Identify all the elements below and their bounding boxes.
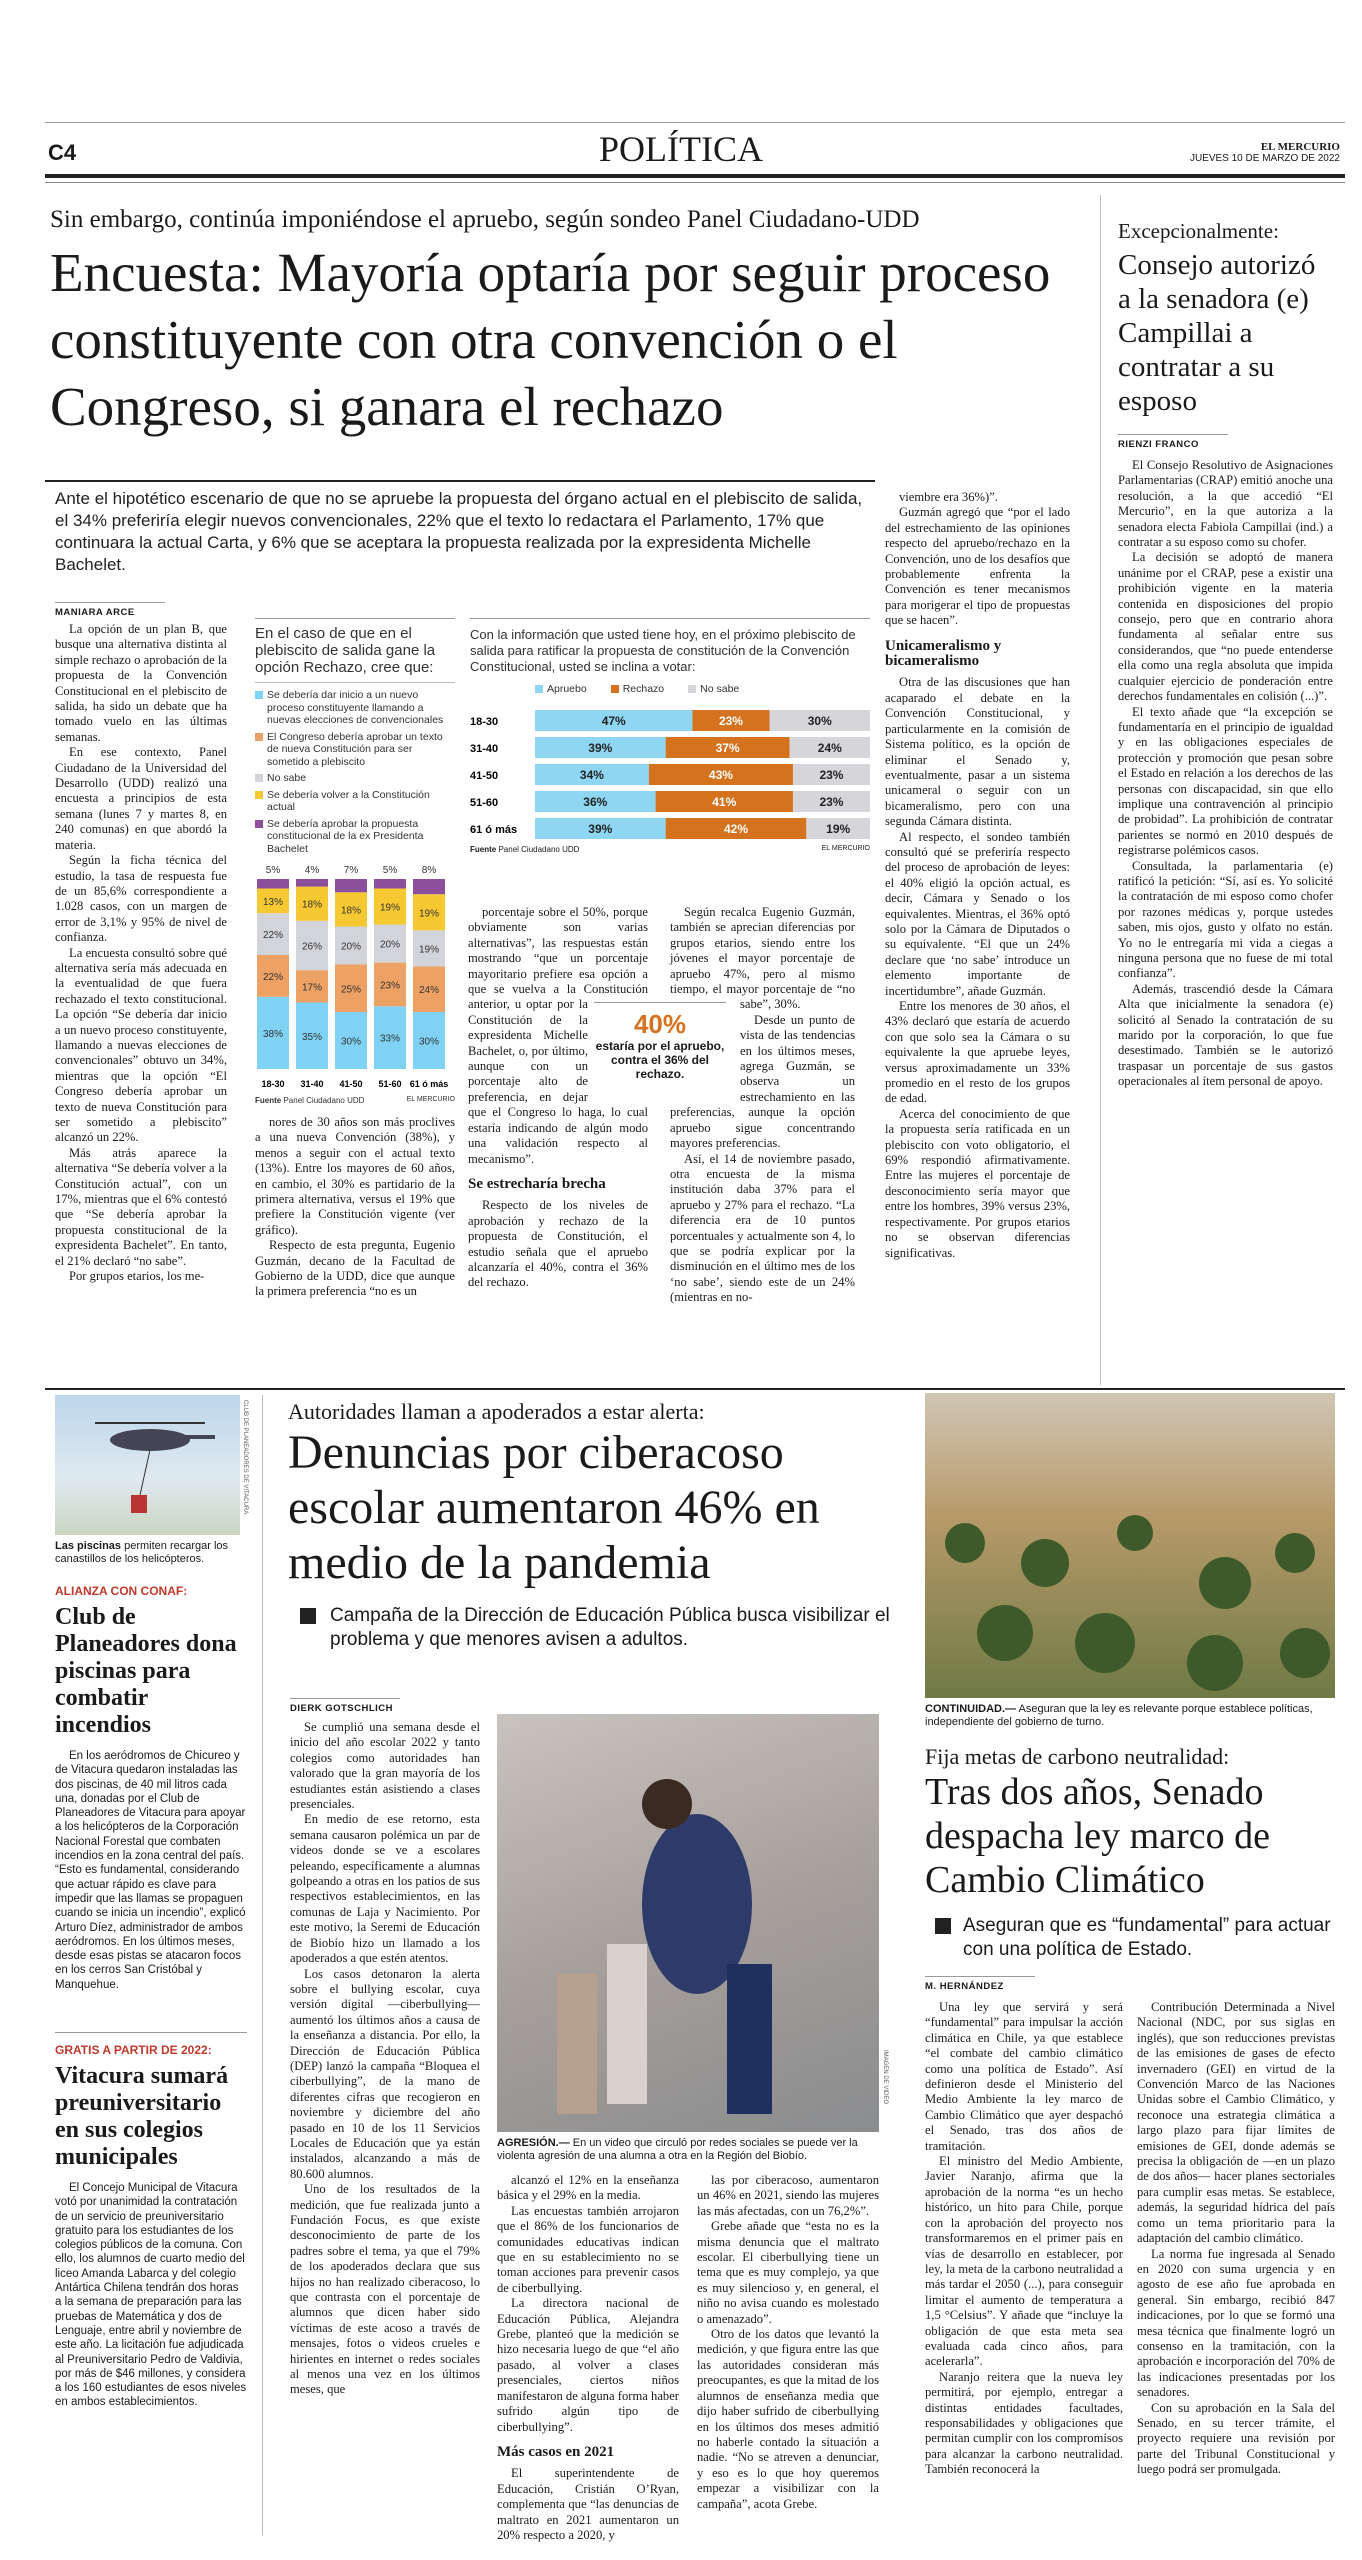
cyber-subhead-row <box>300 1604 903 1652</box>
cyber-caption <box>497 2137 882 2163</box>
cyber-subhead: Campaña de la Dirección de Educación Pública busca visibilizar el problema y que menores avisen a adultos. <box>330 1605 890 1650</box>
paragraph: Contribución Determinada a Nivel Nacional (NDC, por sus siglas en inglés), que son reducciones previstas de las emisiones de gases de efecto invernadero (GEI) en virtud de la Convención Marco de las Naciones Unidas sobre el Cambio Climático, y reconoce una estrategia climática a largo plazo para fijar límites de emisiones de GEI, donde además se precisa la obligación de —en un plazo de dos años— hacer planes sectoriales para cumplir esas metas. Se establece, además, la seguridad hídrica del país como un tema prioritario para la adaptación del cambio climático. <box>1137 2000 1335 2246</box>
category-label: 41-50 <box>339 1079 363 1089</box>
main-col-1 <box>55 622 227 1384</box>
pull-quote <box>594 1002 726 1081</box>
data-label: 13% <box>262 896 284 908</box>
paragraph: En ese contexto, Panel Ciudadano de la Universidad del Desarrollo (UDD) realizó una encuesta a principios de esta semana (lunes 7 y martes 8, en 240 comunas) en que abordó la materia. <box>55 745 227 852</box>
main-col-2 <box>255 1115 455 1300</box>
legend-label: Se debería aprobar la propuesta constitucional de la ex Presidenta Bachelet <box>267 817 424 855</box>
helicopter-icon <box>55 1395 240 1535</box>
legend-item <box>255 772 455 785</box>
col5b-paras <box>885 675 1070 1260</box>
paragraph: Según recalca Eugenio Guzmán, también se aprecian diferencias por grupos etarios, siendo entre los jóvenes el mayor porcentaje de apruebo 47%, pero al mismo tiempo, el mayor porcentaje de “no sabe”, 30%. <box>670 905 855 1012</box>
chart2-top-rule <box>470 618 870 619</box>
brief2-headline: Vitacura sumará preuniversitario en sus colegios municipales <box>55 2063 229 2170</box>
climate-kicker: Fija metas de carbono neutralidad: <box>925 1744 1230 1769</box>
cyber-headline: Denuncias por ciberacoso escolar aumentaron 46% en medio de la pandemia <box>288 1426 820 1589</box>
data-label: 17% <box>301 982 323 994</box>
data-label: 20% <box>379 939 401 951</box>
paragraph: La encuesta consultó sobre qué alternativa sería más adecuada en la eventualidad de que fuera rechazado el texto constitucional. La opción “Se debería dar inicio a un nuevo proceso constituyente, llamando a nuevas elecciones de convencionales” obtuvo un 34%, mientras que la opción “El Congreso debería aprobar un texto de nueva Constitución para ser sometido a plebiscito” alcanzó un 22%. <box>55 945 227 1145</box>
source-label: Fuente <box>255 1096 282 1105</box>
climate-col-2 <box>1137 2000 1335 2478</box>
legend-swatch <box>688 685 696 693</box>
section-title: POLÍTICA <box>599 129 763 169</box>
photo-credit: CLUB DE PLANEADORES DE VITACURA <box>242 1400 248 1515</box>
chart2-legend <box>535 683 870 700</box>
paragraph: En medio de ese retorno, esta semana causaron polémica un par de videos donde se ve a escolares peleando, específicamente a alumnas golpeando a otras en los patios de sus respectivos establecimientos, en las comunas de Laja y Nacimiento. Por este motivo, la Seremi de Educación de Biobío hizo un llamado a los apoderados a que estén atentos. <box>290 1812 480 1966</box>
paragraph: Los casos detonaron la alerta sobre el bullying escolar, cuya versión digital —ciberbullying— aumentó los últimos años a causa de la enseñanza a distancia. Por ello, la Dirección de Educación Pública (DEP) lanzó la campaña “Bloquea el ciberbullying”, de la mano de diferentes cifras que recogieron en noviembre y diciembre del año pasado en 10 de los 11 Servicios Locales de Educación que ya están instalados, alcanzando a más de 80.600 alumnos. <box>290 1966 480 2181</box>
trees-image <box>925 1393 1335 1698</box>
students-fighting-image <box>497 1714 879 2134</box>
paragraph: Acerca del conocimiento de que la propuesta sería ratificada en un plebiscito con voto obligatorio, el 69% respondió afirmativamente. Entre las mujeres el porcentaje de desconocimiento sería mayor que entre los hombres, 39% versus 23%, respectivamente. Por grupos etarios no se observan diferencias significativas. <box>885 1106 1070 1260</box>
legend-swatch <box>611 685 619 693</box>
data-label: 19% <box>418 944 440 956</box>
header-rule-thin <box>45 182 1345 183</box>
chart2-plot <box>470 700 870 845</box>
paragraph: La directora nacional de Educación Pública, Alejandra Grebe, planteó que la medición se hizo necesaria luego de que “el año pasado, al volver a clases presenciales, ciertos niños manifestaron de alguna forma haber sufrido algún tipo de ciberbullying”. <box>497 2296 679 2434</box>
data-label: 41% <box>712 794 737 809</box>
paragraph: El Consejo Resolutivo de Asignaciones Parlamentarias (CRAP) emitió anoche una resolución, a la que accedió “El Mercurio”, en la que autoriza a la senadora electa Fabiola Campillai (ind.) a contratar a su esposo como su chofer. <box>1118 458 1333 550</box>
photo-credit: IMAGEN DE VIDEO <box>882 2050 888 2105</box>
legend-item <box>255 689 455 727</box>
source-label: Fuente <box>470 844 497 854</box>
bar-segment <box>296 879 328 887</box>
header-rule <box>45 174 1345 178</box>
subhead-bullet-icon <box>935 1918 951 1934</box>
data-label: 19% <box>418 908 440 920</box>
chart1-legend <box>255 689 455 855</box>
data-label: 38% <box>262 1028 284 1040</box>
paragraph: Respecto de los niveles de aprobación y rechazo de la propuesta de Constitución, el estudio señala que el apruebo alcanzaría el 40%, contra el 36% del rechazo. <box>468 1198 648 1290</box>
forest-photo <box>925 1393 1335 1698</box>
main-headline: Encuesta: Mayoría optaría por seguir proceso constituyente con otra convención o el Congreso, si ganara el rechazo <box>50 242 1051 437</box>
data-label: 19% <box>379 902 401 914</box>
data-label: 30% <box>418 1036 440 1048</box>
data-label: 26% <box>301 941 323 953</box>
climate-col-1 <box>925 2000 1123 2478</box>
data-label: 39% <box>588 740 613 755</box>
paragraph: Según la ficha técnica del estudio, la tasa de respuesta fue de un 85,6% correspondiente a 1.028 casos, con un margen de error de 3,1% y 95% de nivel de confianza. <box>55 853 227 945</box>
caption-text: Aseguran que la ley es relevante porque establece políticas, independiente del gobierno de turno. <box>925 1703 1313 1728</box>
sidebar-headline: Consejo autorizó a la senadora (e) Campillai a contratar a su esposo <box>1118 249 1316 417</box>
brief2 <box>55 2032 247 2532</box>
paragraph: Otra de las discusiones que han acaparado el debate en la Convención Constitucional, y particularmente en la comisión de Sistema político, es la opción de eliminar el Senado y, eventualmente, pasar a un sistema unicameral o seguir con un bicameralismo, pero con una segunda Cámara distinta. <box>885 675 1070 829</box>
category-label: 51-60 <box>470 796 499 809</box>
paragraph: Así, el 14 de noviembre pasado, otra encuesta de la misma institución daba 37% para el apruebo y 27% para el rechazo. “La diferencia era de 10 puntos porcentuales y actualmente son 4, lo que se podría explicar por la disminución en el último mes de los ‘no sabe’, siendo este de un 24% (mientras en no- <box>670 1151 855 1305</box>
chart1-title: En el caso de que en el plebiscito de salida gane la opción Rechazo, cree que: <box>255 625 436 676</box>
data-label: 30% <box>340 1036 362 1048</box>
data-label: 42% <box>723 821 749 836</box>
category-label: 18-30 <box>470 715 499 728</box>
main-lead: Ante el hipotético escenario de que no se apruebe la propuesta del órgano actual en el plebiscito de salida, el 34% preferiría elegir nuevos convencionales, 22% que el texto lo redactara el Parlamento, 17% que continuara la actual Carta, y 6% que se aceptara la propuesta realizada por la expresidenta Michelle Bachelet. <box>55 489 863 574</box>
main-col-5 <box>885 490 1070 1385</box>
paragraph: Más atrás aparece la alternativa “Se debería volver a la Constitución actual”, con un 17%, mientras que el 6% contestó que “Se debería aprobar la propuesta constitucional de la expresidenta Bachelet”. En tanto, el 21% declaró “no sabe”. <box>55 1145 227 1268</box>
legend-label: No sabe <box>267 772 307 784</box>
paragraph: las por ciberacoso, aumentaron un 46% en 2021, siendo las mujeres las más afectadas, con un 76,2%”. <box>697 2173 879 2218</box>
paragraph: Al respecto, el sondeo también consultó qué se preferiría respecto del proceso de aprobación de leyes: el 40% eligió la opción actual, es decir, Cámara y Senado o los equivalentes. Mientras, el 36% optó solo por la Cámara de Diputados o su equivalente. “El que un 24% declare que ‘no sabe’ introduce un elemento importante de incertidumbre”, añade Guzmán. <box>885 829 1070 998</box>
paragraph: nores de 30 años son más proclives a una nueva Convención (38%), y menos a seguir con el actual texto (13%). Entre los mayores de 60 años, en cambio, el 30% es partidario de la primera alternativa, versus el 19% que prefiere la Constitución vigente (ver gráfico). <box>255 1115 455 1237</box>
data-label: 33% <box>379 1033 401 1045</box>
caption-bold: AGRESIÓN.— <box>497 2137 570 2149</box>
legend-item <box>255 731 455 769</box>
climate-subhead-row <box>935 1914 1335 1962</box>
paragraph: En los aeródromos de Chicureo y de Vitacura quedaron instaladas las dos piscinas, de 40 mil litros cada una, donadas por el Club de Planeadores de Vitacura para apoyar a los helicópteros de la Corporación Nacional Forestal que combaten incendios en la zona central del país. “Esto es fundamental, considerando que actuar rápido es clave para impedir que las llamas se propaguen cuando se inicia un incendio”, explicó Arturo Díez, administrador de ambos aeródromos. En los últimos meses, desde esas pistas se atacaron focos en los cerros San Cristóbal y Manquehue. <box>55 1750 246 1991</box>
cyber-col-1 <box>290 1720 480 2533</box>
data-label: 30% <box>807 713 832 728</box>
source-name: Panel Ciudadano UDD <box>283 1096 365 1105</box>
paragraph: Naranjo reitera que la nueva ley permitirá, por ejemplo, entregar a distintas entidades facultades, responsabilidades y obligaciones que permitan cumplir con los compromisos para alcanzar la carbono neutralidad. También reconocerá la <box>925 2369 1123 2477</box>
data-label: 8% <box>421 865 437 876</box>
data-label: 36% <box>583 794 608 809</box>
caption-text: permiten recargar los canastillos de los helicópteros. <box>55 1540 229 1565</box>
data-label: 7% <box>343 865 359 876</box>
main-col-4 <box>670 905 855 1385</box>
legend-swatch <box>255 791 263 799</box>
data-label: 22% <box>262 971 284 983</box>
paragraph: El superintendente de Educación, Cristián O’Ryan, complementa que “las denuncias de maltrato en 2021 aumentaron un 20% respecto a 2020, y <box>497 2466 679 2542</box>
category-label: 61 ó más <box>409 1079 449 1089</box>
data-label: 37% <box>715 740 740 755</box>
chart-vote-intention <box>470 618 870 854</box>
legend-item <box>535 683 587 696</box>
data-label: 39% <box>588 821 613 836</box>
brief1-kicker: ALIANZA CON CONAF: <box>55 1584 188 1598</box>
climate-caption <box>925 1703 1335 1729</box>
brief1 <box>55 1540 247 2030</box>
category-label: 18-30 <box>261 1079 285 1089</box>
data-label: 18% <box>301 899 323 911</box>
lead-rule <box>45 480 875 482</box>
col5-paras <box>885 490 1070 629</box>
legend-label: No sabe <box>700 683 740 695</box>
col4-paras <box>670 905 855 1306</box>
paragraph: alcanzó el 12% en la enseñanza básica y el 29% en la media. <box>497 2173 679 2203</box>
paragraph: Por grupos etarios, los me- <box>69 1269 205 1284</box>
category-label: 61 ó más <box>470 823 518 836</box>
paragraph: La opción de un plan B, que busque una alternativa distinta al simple rechazo o aprobación de la propuesta de la Convención Constitucional en el plebiscito de salida, ha sido un debate que ha tomado vuelo en las últimas semanas. <box>55 622 227 744</box>
sidebar-story <box>1118 218 1333 1385</box>
data-label: 20% <box>340 941 362 953</box>
paragraph: Respecto de esta pregunta, Eugenio Guzmán, decano de la Facultad de Gobierno de la UDD, dice que aunque la primera preferencia “no es un <box>255 1238 455 1299</box>
chart-rechazo-options <box>255 618 455 1105</box>
sidebar-body <box>1118 458 1333 1090</box>
col-paras <box>497 2466 679 2543</box>
paragraph: Las encuestas también arrojaron que el 86% de los funcionarios de comunidades educativas indican que en su establecimiento no se toman acciones para prevenir casos de ciberbullying. <box>497 2203 679 2295</box>
data-label: 23% <box>819 794 844 809</box>
legend-item <box>255 818 455 856</box>
sidebar-divider <box>1100 195 1101 1385</box>
briefs-divider <box>262 1395 263 2535</box>
data-label: 35% <box>301 1031 323 1043</box>
col-paras <box>497 2173 679 2435</box>
legend-label: Apruebo <box>547 683 587 695</box>
bar-segment <box>374 879 406 889</box>
paragraph: Se cumplió una semana desde el inicio del año escolar 2022 y tanto colegios como autoridades han valorado que la gran mayoría de los estudiantes están asistiendo a clases presenciales. <box>290 1720 480 1812</box>
paragraph: viembre era 36%)”. <box>899 490 998 504</box>
paragraph: Consultada, la parlamentaria (e) ratificó la petición: “Sí, así es. Yo solicité la contratación de mi esposo como chofer por razones médicas y, porque ustedes saben, mis ojos, gusto y olfato no están. Yo no le entregaría mi vida a ciegas a ninguna persona que no fuese de mi total confianza”. <box>1118 858 1333 981</box>
paragraph: El texto añade que “la excepción se fundamentaría en el principio de igualdad y en las obligaciones especiales de protección y promoción que pesan sobre el Estado en relación a los derechos de las personas con discapacidad, sin que ello implique una contravención al principio de probidad”. La prohibición de contratar parientes se normó en 2010 después de registrarse polémicos casos. <box>1118 704 1333 858</box>
helicopter-photo <box>55 1395 240 1535</box>
chart2-credit: EL MERCURIO <box>821 844 870 852</box>
climate-story <box>925 1703 1335 2533</box>
legend-label: El Congreso debería aprobar un texto de nueva Constitución para ser sometido a plebiscito <box>267 730 443 768</box>
subhead-bullet-icon <box>300 1608 316 1624</box>
climate-subhead: Aseguran que es “fundamental” para actuar con una política de Estado. <box>963 1915 1331 1960</box>
aggression-photo <box>497 1714 879 2132</box>
climate-byline: M. HERNÁNDEZ <box>925 1976 1035 1992</box>
bar-segment <box>257 879 289 889</box>
page-number: C4 <box>48 140 77 165</box>
paragraph: Grebe añade que “esta no es la misma denuncia que el maltrato escolar. El ciberbullying tiene un tema que es muy complejo, ya que es muy silencioso y, en general, el niño no avisa cuando es molestado o amenazado”. <box>697 2219 879 2326</box>
brief2-body <box>55 2181 247 2410</box>
data-label: 4% <box>304 865 320 876</box>
legend-label: Se debería volver a la Constitución actual <box>267 788 430 813</box>
chart1-top-rule <box>255 618 455 619</box>
caption-bold: Las piscinas <box>55 1540 122 1552</box>
legend-swatch <box>255 774 263 782</box>
paragraph: Guzmán agregó que “por el lado del estrechamiento de las opiniones respecto del apruebo/rechazo en la Convención, uno de los desafíos que probablemente enfrenta la Convención es tener mecanismos para morigerar el tipo de propuestas que se hacen”. <box>885 505 1070 628</box>
climate-headline: Tras dos años, Senado despacha ley marco de Cambio Climático <box>925 1771 1270 1901</box>
chart1-plot <box>255 859 455 1094</box>
category-label: 51-60 <box>378 1079 402 1089</box>
paragraph: Con su aprobación en la Sala del Senado, en su tercer trámite, el proyecto requiere una revisión por parte del Tribunal Constitucional y luego podrá ser promulgada. <box>1137 2400 1335 2477</box>
paper-name: EL MERCURIO <box>1260 141 1340 153</box>
data-label: 43% <box>708 767 733 782</box>
cyber-heading-block <box>288 1398 903 1652</box>
issue-date: JUEVES 10 DE MARZO DE 2022 <box>1189 153 1340 164</box>
chart1-credit: EL MERCURIO <box>406 1096 455 1103</box>
brief1-body <box>55 1749 247 1992</box>
cyber-col-2 <box>497 2173 679 2543</box>
legend-swatch <box>255 820 263 828</box>
data-label: 47% <box>601 713 626 728</box>
col3b-paras <box>468 1198 648 1290</box>
legend-label: Rechazo <box>622 683 665 695</box>
paragraph: porcentaje sobre el 50%, porque obviamente son varias alternativas”, las respuestas están mostrando “que un porcentaje mayoritario prefiere esa opción a que se vuelva a la Constitución anterior, u optar por la Constitución de la expresidenta Michelle Bachelet, o, por último, aunque con un porcentaje alto de preferencia, en dejar que el Congreso lo haga, lo cual estaría indicando de algún modo una validación respecto al mecanismo”. <box>468 905 648 1166</box>
legend-swatch <box>255 691 263 699</box>
category-label: 31-40 <box>300 1079 324 1089</box>
col5-subhead: Unicameralismo y bicameralismo <box>885 637 1002 670</box>
caption-bold: CONTINUIDAD.— <box>925 1703 1017 1715</box>
legend-item <box>611 683 664 696</box>
source-name: Panel Ciudadano UDD <box>498 844 580 854</box>
pull-quote-number: 40% <box>633 1009 687 1039</box>
pull-quote-text: estaría por el apruebo, contra el 36% del rechazo. <box>595 1039 725 1081</box>
paragraph: La norma fue ingresada al Senado en 2020 con suma urgencia y en agosto de ese año fue aprobada en general. Sin embargo, recibió 847 indicaciones, por lo que se formó una mesa técnica que finalmente logró un consenso en la tramitación, con la aprobación e incorporación del 70% de las indicaciones presentadas por los senadores. <box>1137 2246 1335 2400</box>
legend-item <box>688 683 739 696</box>
data-label: 23% <box>379 980 401 992</box>
legend-label: Se debería dar inicio a un nuevo proceso constituyente llamando a nuevas elecciones de convencionales <box>267 689 444 726</box>
paragraph: Otro de los datos que levantó la medición, y que figura entre las que las autoridades consideran más preocupantes, es que la mitad de los alumnos de enseñanza media que dijo haber sufrido de ciberbullying en los últimos dos meses admitió no haberle contado la situación a nadie. “No se atreven a denunciar, y eso es lo que hoy queremos empezar a visibilizar con la campaña”, acota Grebe. <box>697 2327 879 2511</box>
sidebar-byline: RIENZI FRANCO <box>1118 434 1228 450</box>
col3-subhead: Se estrecharía brecha <box>468 1175 606 1192</box>
cyber-col-3 <box>697 2173 879 2543</box>
main-byline: MANIARA ARCE <box>55 602 165 618</box>
category-label: 41-50 <box>470 769 499 782</box>
helicopter-caption <box>55 1540 247 1566</box>
section-divider <box>45 1388 1345 1390</box>
data-label: 5% <box>382 865 398 876</box>
paragraph: Desde un punto de vista de las tendencias en los últimos meses, agrega Guzmán, se observa un estrechamiento en las preferencias, aunque la opción apruebo sigue concentrando mayores preferencias. <box>670 1012 855 1151</box>
data-label: 34% <box>579 767 604 782</box>
legend-swatch <box>535 685 543 693</box>
paragraph: El Concejo Municipal de Vitacura votó por unanimidad la contratación de un servicio de preuniversitario gratuito para los estudiantes de los colegios públicos de la comuna. Con ello, los alumnos de cuarto medio del liceo Amanda Labarca y del colegio Antártica Chilena tendrán dos horas a la semana de preparación para las pruebas de Matemática y dos de Lenguaje, entre abril y noviembre de este año. La licitación fue adjudicada al Preuniversitario Pedro de Valdivia, por más de $46 millones, y considera a los 160 estudiantes de esos niveles en ambos establecimientos. <box>55 2182 247 2409</box>
cyber-col2-subhead: Más casos en 2021 <box>497 2443 615 2460</box>
data-label: 25% <box>340 984 362 996</box>
chart1-source <box>255 1096 364 1105</box>
data-label: 23% <box>718 713 743 728</box>
data-label: 19% <box>826 821 851 836</box>
data-label: 24% <box>418 985 440 997</box>
category-label: 31-40 <box>470 742 499 755</box>
masthead <box>1190 141 1340 164</box>
main-col-3 <box>468 905 648 1385</box>
sidebar-kicker: Excepcionalmente: <box>1118 219 1279 243</box>
paragraph: Una ley que servirá y será “fundamental” para impulsar la acción climática en Chile, ya que establece “el combate del cambio climático como una política de Estado”. Así definieron desde el Ministerio del Medio Ambiente la ley marco de Cambio Climático que ayer despachó el Senado, tras dos años de tramitación. <box>925 2000 1123 2153</box>
data-label: 18% <box>340 905 362 917</box>
chart-rechazo-column <box>255 618 455 1385</box>
chart2-source <box>470 845 579 854</box>
header-top-rule <box>45 122 1345 123</box>
paragraph: Además, trascendió desde la Cámara Alta que inicialmente la senadora (e) solicitó al Senado la contratación de su marido por la corporación, lo que fue desestimado. También se le autorizó traspasar un porcentaje de sus gastos operacionales al ítem personal de apoyo. <box>1118 981 1333 1089</box>
cyber-byline: DIERK GOTSCHLICH <box>290 1698 400 1714</box>
main-heading-block <box>50 205 1095 440</box>
caption-text: En un video que circuló por redes sociales se puede ver la violenta agresión de una alumna a otra en la Región del Biobío. <box>497 2137 858 2162</box>
data-label: 23% <box>819 767 844 782</box>
data-label: 22% <box>262 930 284 942</box>
brief1-headline: Club de Planeadores dona piscinas para combatir incendios <box>55 1604 237 1738</box>
data-label: 5% <box>265 865 281 876</box>
chart1-rule <box>255 682 455 683</box>
paragraph: La decisión se adoptó de manera unánime por el CRAP, pese a existir una prohibición vigente en la materia contenida en disposiciones del propio consejo, pero que en contrario ahora fundamenta al señalar entre sus considerandos, que “no puede entenderse ella como una regla absoluta que impida cualquier ejercicio de ponderación entre derechos fundamentales en colisión (...)”. <box>1118 550 1333 704</box>
chart2-title: Con la información que usted tiene hoy, en el próximo plebiscito de salida para ratificar la propuesta de constitución de la Convención Constitucional, usted se inclina a votar: <box>470 627 856 674</box>
paragraph: Entre los menores de 30 años, el 43% declaró que estaría de acuerdo con que solo sea la Cámara o su equivalente la que apruebe leyes, versus aproximadamente un 33% promedio en el resto de los grupos de edad. <box>885 999 1070 1106</box>
cyber-lower <box>497 2137 882 2542</box>
brief2-kicker: GRATIS A PARTIR DE 2022: <box>55 2043 212 2057</box>
data-label: 24% <box>817 740 842 755</box>
main-kicker: Sin embargo, continúa imponiéndose el apruebo, según sondeo Panel Ciudadano-UDD <box>50 206 920 233</box>
legend-item <box>255 789 455 814</box>
legend-swatch <box>255 733 263 741</box>
paragraph: Uno de los resultados de la medición, que fue realizada junto a Fundación Focus, es que existe desconocimiento de parte de los padres sobre el tema, ya que el 79% de los apoderados declara que sus hijos no han realizado ciberacoso, lo que contrasta con el porcentaje de alumnos que dicen haber sido víctimas de este acoso a través de mensajes, fotos o videos crueles e hirientes en internet o redes sociales al menos una vez en los últimos meses, que <box>290 2182 480 2397</box>
paragraph: El ministro del Medio Ambiente, Javier Naranjo, afirma que la aprobación de la norma “es un hecho histórico, un hito para Chile, porque con la aprobación del proyecto nos transformaremos en el primer país en vías de desarrollo en establecer, por ley, la meta de la carbono neutralidad a más tardar el 2050 (...), para conseguir limitar el aumento de temperatura a 1,5 °Celsius”. Y añade que “incluye la obligación de que esta meta sea evaluada cada cinco años, para acelerarla”. <box>925 2154 1123 2369</box>
bar-segment <box>413 879 445 894</box>
bar-segment <box>335 879 367 892</box>
cyber-kicker: Autoridades llaman a apoderados a estar alerta: <box>288 1399 705 1424</box>
